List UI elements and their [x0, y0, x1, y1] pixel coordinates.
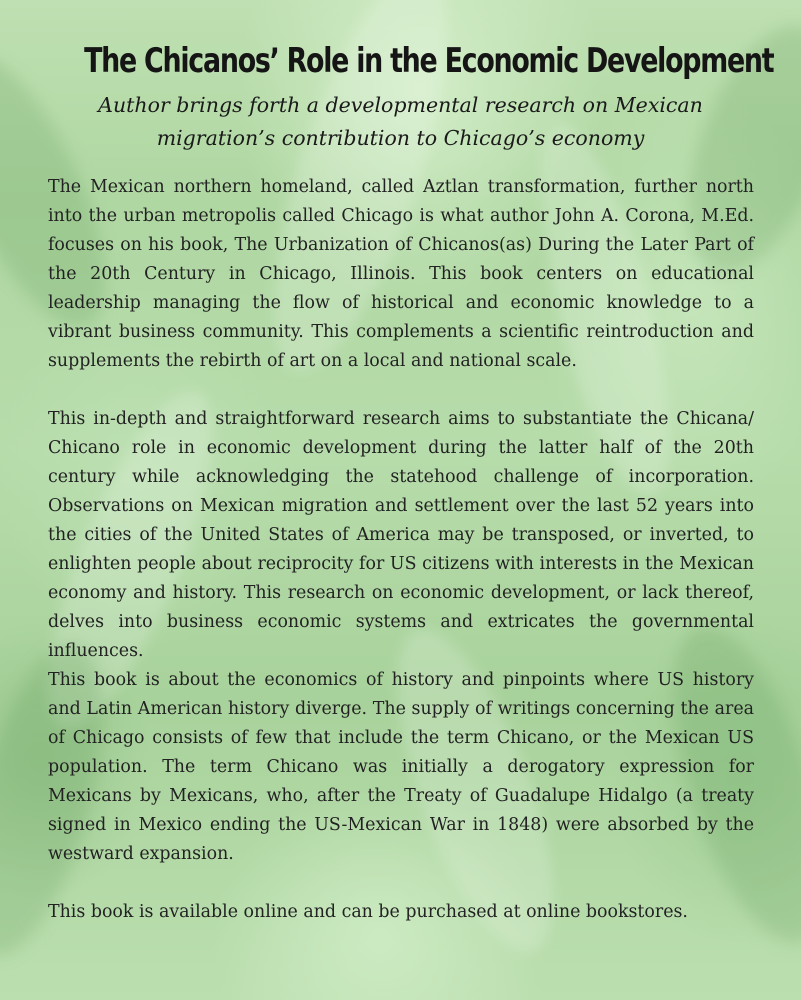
availability-note: This book is available online and can be purchased at online bookstores. [48, 902, 688, 922]
article-paragraph: This book is about the economics of history and pinpoints where US history and Latin American history diverge. The supply of writings concerning the area of Chicago consists of few that include the term Chicano, or the Mexican US population. The term Chicano was initially a derogatory expression for Mexicans by Mexicans, who, after the Treaty of Guadalupe Hidalgo (a treaty signed in Mexico ending the US-Mexican War in 1848) were absorbed by the westward expansion. [48, 670, 754, 864]
article-title: The Chicanos’ Role in the Economic Development [84, 41, 774, 81]
article-subtitle: Author brings forth a developmental research on Mexican migration’s contribution to Chicago’s economy [98, 93, 703, 150]
article-paragraph: The Mexican northern homeland, called Aztlan transformation, further north into the urban metropolis called Chicago is what author John A. Corona, M.Ed. focuses on his book, The Urbanization of Chicanos(as) During the Later Part of the 20th Century in Chicago, Illinois. This book centers on educational leadership managing the flow of historical and economic knowledge to a vibrant business community. This complements a scientific reintroduction and supplements the rebirth of art on a local and national scale. [48, 177, 754, 371]
article-paragraph: This in-depth and straightforward research aims to substantiate the Chicana/ Chicano role in economic development during the latter half of the 20th century while acknowledging the statehood challenge of incorporation. Observations on Mexican migration and settlement over the last 52 years into the cities of the United States of America may be transposed, or inverted, to enlighten people about reciprocity for US citizens with interests in the Mexican economy and history. This research on economic development, or lack thereof, delves into business economic systems and extricates the governmental influences. [48, 409, 754, 661]
